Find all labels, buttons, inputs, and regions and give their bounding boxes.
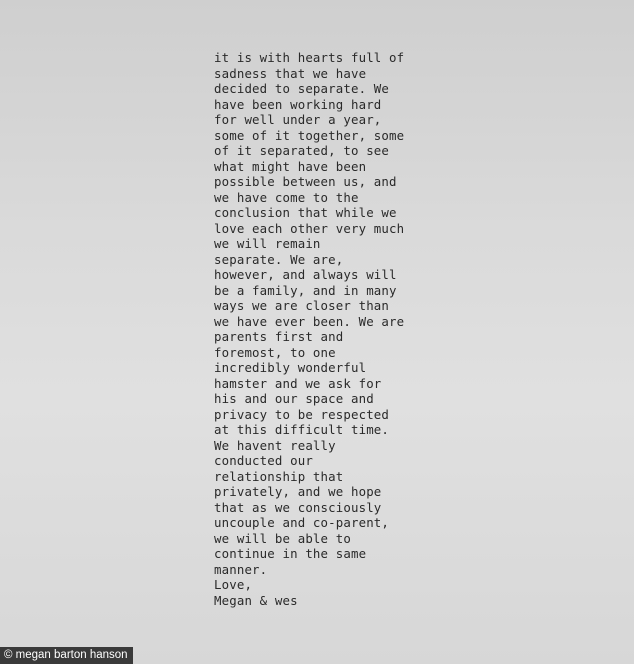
photo-credit: © megan barton hanson xyxy=(0,647,133,664)
statement-line: we have ever been. We are xyxy=(214,313,405,329)
statement-line: of it separated, to see xyxy=(214,143,390,158)
statement-line: privately, and we hope xyxy=(214,484,382,499)
statement-line: foremost, to one xyxy=(214,344,336,360)
separation-statement xyxy=(214,50,454,608)
statement-line: be a family, and in many xyxy=(214,282,397,298)
statement-line: relationship that xyxy=(214,468,344,484)
statement-line: parents first and xyxy=(214,329,344,344)
statement-line: it is with hearts full of xyxy=(214,50,405,65)
statement-line: separate. We are, xyxy=(214,251,344,267)
statement-line: have been working hard xyxy=(214,96,382,112)
statement-line: possible between us, and xyxy=(214,174,397,189)
statement-line: some of it together, some xyxy=(214,127,405,143)
statement-line: we have come to the xyxy=(214,189,359,205)
statement-line: at this difficult time. xyxy=(214,422,390,437)
statement-line: we will remain xyxy=(214,236,321,251)
statement-line: what might have been xyxy=(214,158,367,174)
statement-line: manner. xyxy=(214,561,268,577)
statement-line: uncouple and co-parent, xyxy=(214,515,390,530)
statement-line: that as we consciously xyxy=(214,499,382,515)
statement-line: conclusion that while we xyxy=(214,205,397,220)
statement-line: hamster and we ask for xyxy=(214,375,382,391)
statement-line: Love, xyxy=(214,577,253,592)
statement-line: sadness that we have xyxy=(214,65,367,81)
statement-line: Megan & wes xyxy=(214,592,298,608)
statement-line: we will be able to xyxy=(214,530,351,546)
statement-line: incredibly wonderful xyxy=(214,360,367,375)
statement-line: for well under a year, xyxy=(214,112,382,127)
statement-line: decided to separate. We xyxy=(214,81,390,96)
statement-line: his and our space and xyxy=(214,391,374,406)
statement-line: love each other very much xyxy=(214,220,405,236)
statement-line: ways we are closer than xyxy=(214,298,390,313)
statement-line: continue in the same xyxy=(214,546,367,561)
statement-line: conducted our xyxy=(214,453,313,468)
statement-line: however, and always will xyxy=(214,267,397,282)
statement-line: We havent really xyxy=(214,437,336,453)
statement-line: privacy to be respected xyxy=(214,406,390,422)
